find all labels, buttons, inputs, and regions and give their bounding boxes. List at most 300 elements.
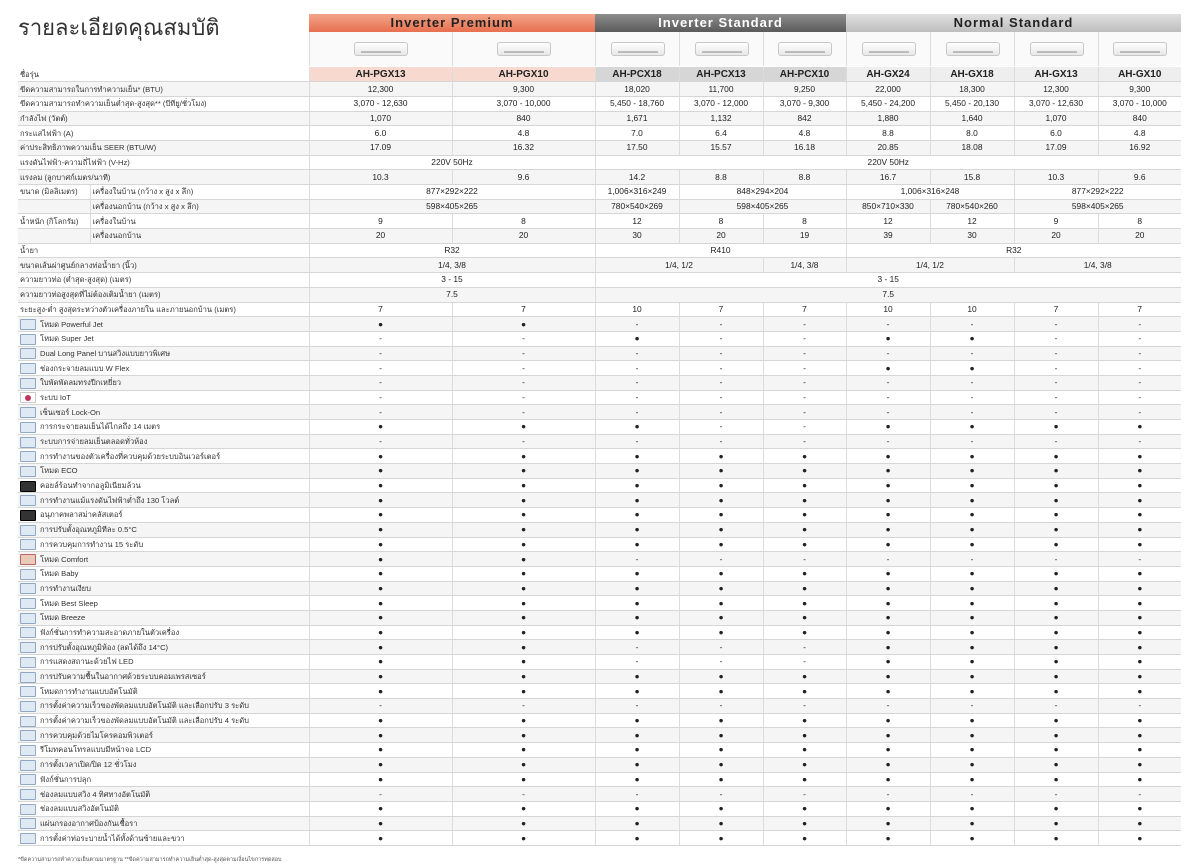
fan-3-speed-icon	[20, 701, 36, 712]
feature-availability: ●	[930, 537, 1014, 552]
feature-availability: -	[679, 375, 763, 390]
feature-row	[18, 610, 1181, 625]
feature-label: การควบคุมด้วยไมโครคอมพิวเตอร์	[40, 730, 153, 740]
feature-availability: -	[1098, 434, 1181, 449]
feature-label-cell	[18, 625, 309, 640]
feature-availability: ●	[930, 610, 1014, 625]
feature-availability: -	[930, 699, 1014, 714]
inverter-icon	[20, 451, 36, 462]
feature-availability: ●	[309, 772, 452, 787]
table-cell: 6.0	[1014, 126, 1098, 141]
table-row	[18, 287, 1181, 302]
feature-availability: ●	[1014, 728, 1098, 743]
row-sublabel: เครื่องนอกบ้าน (กว้าง x สูง x ลึก)	[90, 199, 309, 214]
table-cell: 9,300	[1098, 82, 1181, 97]
feature-availability: -	[679, 405, 763, 420]
fan-4-speed-icon	[20, 716, 36, 727]
feature-availability: ●	[595, 449, 679, 464]
feature-availability: ●	[595, 566, 679, 581]
feature-availability: ●	[595, 772, 679, 787]
feature-availability: ●	[846, 493, 930, 508]
feature-availability: ●	[309, 522, 452, 537]
table-row	[18, 199, 1181, 214]
feature-label-cell	[18, 757, 309, 772]
table-row	[18, 155, 1181, 170]
table-row	[18, 273, 1181, 288]
feature-availability: -	[679, 420, 763, 435]
feature-label: โหมด Super Jet	[40, 334, 94, 344]
feature-availability: ●	[1014, 464, 1098, 479]
table-cell: 1,006×316×249	[595, 185, 679, 200]
air-conditioner-icon	[497, 42, 551, 56]
feature-availability: -	[679, 699, 763, 714]
feature-availability: ●	[679, 743, 763, 758]
feature-availability: -	[595, 346, 679, 361]
feature-availability: ●	[1098, 772, 1181, 787]
feature-label-cell	[18, 522, 309, 537]
table-cell: 1/4, 3/8	[1014, 258, 1181, 273]
feature-row	[18, 640, 1181, 655]
feature-availability: ●	[763, 464, 846, 479]
feature-availability: ●	[846, 772, 930, 787]
feature-label-cell	[18, 669, 309, 684]
table-cell: 1,640	[930, 111, 1014, 126]
row-label: แรงลม (ลูกบาศก์เมตร/นาที)	[18, 170, 309, 185]
feature-availability: ●	[452, 640, 595, 655]
self-clean-icon	[20, 627, 36, 638]
fifteen-level-icon	[20, 539, 36, 550]
table-cell: 10.3	[1014, 170, 1098, 185]
feature-row	[18, 743, 1181, 758]
feature-availability: -	[763, 390, 846, 405]
feature-availability: -	[763, 655, 846, 670]
feature-availability: -	[763, 420, 846, 435]
table-cell: 3 - 15	[595, 273, 1181, 288]
feature-row	[18, 478, 1181, 493]
table-row	[18, 185, 1181, 200]
feature-label: ช่องลมแบบสวิงอัตโนมัติ	[40, 804, 119, 814]
feature-row	[18, 331, 1181, 346]
feature-availability: ●	[595, 331, 679, 346]
feature-availability: ●	[1098, 669, 1181, 684]
feature-availability: -	[452, 787, 595, 802]
table-cell: 220V 50Hz	[309, 155, 595, 170]
feature-availability: ●	[1098, 743, 1181, 758]
feature-availability: ●	[846, 743, 930, 758]
feature-availability: ●	[309, 566, 452, 581]
table-cell: 11,700	[679, 82, 763, 97]
feature-availability: ●	[930, 596, 1014, 611]
feature-availability: -	[846, 699, 930, 714]
table-cell: 15.57	[679, 140, 763, 155]
feature-availability: ●	[846, 449, 930, 464]
table-cell: 8	[679, 214, 763, 229]
feature-availability: ●	[930, 684, 1014, 699]
feature-availability: -	[309, 375, 452, 390]
feature-label: การปรับตั้งอุณหภูมิทีละ 0.5°C	[40, 525, 137, 535]
feature-label-cell	[18, 434, 309, 449]
feature-availability: ●	[452, 552, 595, 567]
model-name: AH-PGX13	[309, 67, 452, 82]
feature-availability: -	[930, 405, 1014, 420]
comfort-icon	[20, 554, 36, 565]
table-cell: 7	[1098, 302, 1181, 317]
table-cell: 842	[763, 111, 846, 126]
model-name: AH-PCX10	[763, 67, 846, 82]
feature-availability: -	[1014, 552, 1098, 567]
feature-availability: ●	[679, 728, 763, 743]
feature-availability: ●	[595, 610, 679, 625]
feature-availability: ●	[763, 537, 846, 552]
feature-availability: ●	[930, 713, 1014, 728]
product-image	[309, 32, 452, 66]
table-cell: 4.8	[452, 126, 595, 141]
table-cell: 780×540×269	[595, 199, 679, 214]
row-sublabel: เครื่องในบ้าน (กว้าง x สูง x ลึก)	[90, 185, 309, 200]
feature-availability: -	[309, 331, 452, 346]
table-cell: 1,070	[309, 111, 452, 126]
feature-availability: -	[309, 405, 452, 420]
model-name: AH-PCX18	[595, 67, 679, 82]
air-conditioner-icon	[778, 42, 832, 56]
feature-availability: ●	[1098, 816, 1181, 831]
product-image	[1098, 32, 1181, 66]
feature-label-cell	[18, 772, 309, 787]
feature-availability: ●	[763, 743, 846, 758]
feature-row	[18, 669, 1181, 684]
feature-availability: ●	[846, 610, 930, 625]
feature-label-cell	[18, 610, 309, 625]
row-label: ความยาวท่อ (ต่ำสุด-สูงสุด) (เมตร)	[18, 273, 309, 288]
micro-computer-icon	[20, 730, 36, 741]
feature-label: โหมด Comfort	[40, 554, 89, 564]
feature-label-cell	[18, 478, 309, 493]
feature-row	[18, 537, 1181, 552]
table-cell: 8	[763, 214, 846, 229]
feature-availability: ●	[595, 743, 679, 758]
plasmacluster-icon	[20, 510, 36, 521]
table-cell: 16.32	[452, 140, 595, 155]
feature-availability: -	[595, 375, 679, 390]
feature-availability: ●	[1098, 610, 1181, 625]
feature-availability: ●	[452, 508, 595, 523]
table-cell: 1,006×316×248	[846, 185, 1014, 200]
air-conditioner-icon	[354, 42, 408, 56]
feature-label-cell	[18, 375, 309, 390]
feature-availability: ●	[763, 772, 846, 787]
table-cell: 3,070 - 9,300	[763, 96, 846, 111]
feature-availability: ●	[452, 713, 595, 728]
feature-availability: -	[679, 331, 763, 346]
table-cell: 840	[452, 111, 595, 126]
feature-availability: ●	[679, 508, 763, 523]
dual-panel-icon	[20, 348, 36, 359]
feature-availability: -	[930, 552, 1014, 567]
group-normal-standard: Normal Standard	[846, 14, 1181, 32]
table-cell: 3,070 - 10,000	[1098, 96, 1181, 111]
feature-availability: ●	[595, 728, 679, 743]
product-image	[846, 32, 930, 66]
feature-availability: -	[846, 375, 930, 390]
feature-availability: ●	[595, 508, 679, 523]
feature-availability: ●	[930, 640, 1014, 655]
table-cell: 18,020	[595, 82, 679, 97]
feature-availability: ●	[1098, 508, 1181, 523]
row-label: กระแสไฟฟ้า (A)	[18, 126, 309, 141]
feature-row	[18, 449, 1181, 464]
table-cell: 1/4, 1/2	[846, 258, 1014, 273]
model-name: AH-GX10	[1098, 67, 1181, 82]
table-cell: 877×292×222	[1014, 185, 1181, 200]
feature-availability: -	[1098, 699, 1181, 714]
feature-availability: -	[1014, 361, 1098, 376]
feature-availability: ●	[1098, 581, 1181, 596]
feature-label-cell	[18, 449, 309, 464]
table-cell: 10	[595, 302, 679, 317]
feature-availability: -	[1098, 390, 1181, 405]
feature-availability: -	[1014, 434, 1098, 449]
table-cell: 7	[452, 302, 595, 317]
feature-availability: ●	[930, 772, 1014, 787]
feature-availability: ●	[679, 625, 763, 640]
feature-availability: -	[763, 405, 846, 420]
air-conditioner-icon	[1113, 42, 1167, 56]
feature-availability: ●	[679, 478, 763, 493]
feature-availability: ●	[595, 464, 679, 479]
feature-availability: -	[1098, 552, 1181, 567]
silent-icon	[20, 583, 36, 594]
product-image	[679, 32, 763, 66]
feature-label-cell	[18, 596, 309, 611]
feature-availability: -	[1098, 405, 1181, 420]
table-cell: 10	[930, 302, 1014, 317]
table-cell: 30	[595, 229, 679, 244]
feature-availability: -	[846, 552, 930, 567]
table-cell: 840	[1098, 111, 1181, 126]
feature-availability: -	[1014, 346, 1098, 361]
feature-availability: ●	[679, 537, 763, 552]
feature-label: ช่องกระจายลมแบบ W Flex	[40, 363, 130, 373]
feature-row	[18, 346, 1181, 361]
feature-availability: ●	[595, 831, 679, 846]
feature-availability: ●	[1014, 640, 1098, 655]
feature-availability: ●	[452, 772, 595, 787]
feature-availability: -	[763, 787, 846, 802]
led-icon	[20, 657, 36, 668]
feature-availability: -	[763, 331, 846, 346]
feature-availability: ●	[930, 361, 1014, 376]
feature-availability: ●	[763, 728, 846, 743]
table-cell: 12,300	[309, 82, 452, 97]
feature-availability: ●	[309, 464, 452, 479]
feature-label: การตั้งเวลาเปิด/ปิด 12 ชั่วโมง	[40, 760, 137, 770]
feature-availability: ●	[679, 816, 763, 831]
feature-availability: ●	[309, 816, 452, 831]
feature-availability: ●	[1014, 596, 1098, 611]
feature-availability: -	[452, 699, 595, 714]
feature-availability: ●	[846, 757, 930, 772]
table-cell: 17.09	[1014, 140, 1098, 155]
table-cell: 3,070 - 12,630	[1014, 96, 1098, 111]
feature-availability: ●	[679, 493, 763, 508]
table-cell: 4.8	[1098, 126, 1181, 141]
feature-availability: ●	[1014, 493, 1098, 508]
feature-availability: ●	[309, 831, 452, 846]
row-label: ขีดความสามารถทำความเย็นต่ำสุด-สูงสุด** (บีทียู/ชั่วโมง)	[18, 96, 309, 111]
feature-row	[18, 772, 1181, 787]
feature-availability: ●	[309, 508, 452, 523]
feature-availability: ●	[930, 801, 1014, 816]
feature-availability: ●	[1098, 801, 1181, 816]
feature-availability: -	[452, 405, 595, 420]
table-cell: 9.6	[1098, 170, 1181, 185]
feature-row	[18, 405, 1181, 420]
feature-availability: ●	[1098, 522, 1181, 537]
table-cell: 15.8	[930, 170, 1014, 185]
feature-availability: ●	[452, 728, 595, 743]
feature-label-cell	[18, 346, 309, 361]
row-label: ค่าประสิทธิภาพความเย็น SEER (BTU/W)	[18, 140, 309, 155]
row-label: ระยะสูง-ต่ำ สูงสุดระหว่างตัวเครื่องภายใน และภายนอกบ้าน (เมตร)	[18, 302, 309, 317]
feature-availability: -	[930, 434, 1014, 449]
feature-availability: ●	[846, 669, 930, 684]
feature-availability: ●	[595, 625, 679, 640]
feature-availability: ●	[452, 522, 595, 537]
table-cell: 780×540×260	[930, 199, 1014, 214]
feature-availability: ●	[1098, 684, 1181, 699]
feature-availability: -	[595, 787, 679, 802]
feature-availability: ●	[846, 464, 930, 479]
feature-availability: -	[679, 361, 763, 376]
feature-availability: -	[1014, 331, 1098, 346]
feature-availability: ●	[309, 610, 452, 625]
table-cell: 20	[1014, 229, 1098, 244]
feature-label-cell	[18, 361, 309, 376]
table-cell: 22,000	[846, 82, 930, 97]
feature-availability: -	[679, 390, 763, 405]
feature-availability: ●	[679, 596, 763, 611]
feature-availability: ●	[930, 420, 1014, 435]
group-inverter-standard: Inverter Standard	[595, 14, 846, 32]
feature-availability: ●	[930, 816, 1014, 831]
feature-availability: -	[1014, 375, 1098, 390]
table-cell: 16.7	[846, 170, 930, 185]
product-image	[1014, 32, 1098, 66]
drain-icon	[20, 833, 36, 844]
feature-availability: -	[1014, 317, 1098, 332]
feature-availability: ●	[846, 713, 930, 728]
feature-row	[18, 434, 1181, 449]
feature-row	[18, 596, 1181, 611]
fan-blade-icon	[20, 378, 36, 389]
table-cell: 1,671	[595, 111, 679, 126]
air-conditioner-icon	[946, 42, 1000, 56]
feature-label-cell	[18, 390, 309, 405]
feature-availability: ●	[1014, 566, 1098, 581]
feature-availability: ●	[679, 581, 763, 596]
feature-availability: ●	[309, 713, 452, 728]
feature-row	[18, 816, 1181, 831]
feature-row	[18, 831, 1181, 846]
feature-availability: ●	[763, 625, 846, 640]
baby-icon	[20, 569, 36, 580]
long-throw-icon	[20, 422, 36, 433]
feature-availability: ●	[846, 537, 930, 552]
dehumidify-icon	[20, 672, 36, 683]
feature-availability: -	[679, 434, 763, 449]
feature-label-cell	[18, 787, 309, 802]
feature-row	[18, 522, 1181, 537]
feature-availability: -	[763, 317, 846, 332]
table-cell: 12	[595, 214, 679, 229]
table-cell: 18,300	[930, 82, 1014, 97]
feature-row	[18, 684, 1181, 699]
feature-availability: ●	[846, 625, 930, 640]
table-cell: 1/4, 1/2	[595, 258, 763, 273]
table-cell: 18.08	[930, 140, 1014, 155]
feature-row	[18, 757, 1181, 772]
feature-availability: ●	[1014, 772, 1098, 787]
feature-availability: ●	[679, 713, 763, 728]
table-cell: 7.0	[595, 126, 679, 141]
feature-availability: ●	[1014, 581, 1098, 596]
table-cell: 10.3	[309, 170, 452, 185]
feature-availability: -	[679, 655, 763, 670]
feature-availability: ●	[930, 493, 1014, 508]
table-cell: R32	[309, 243, 595, 258]
feature-availability: ●	[1014, 831, 1098, 846]
feature-row	[18, 699, 1181, 714]
feature-availability: ●	[763, 566, 846, 581]
feature-availability: ●	[846, 684, 930, 699]
table-cell: 5,450 - 20,130	[930, 96, 1014, 111]
table-cell: 20	[452, 229, 595, 244]
model-name: AH-PCX13	[679, 67, 763, 82]
feature-availability: ●	[679, 464, 763, 479]
spec-table	[18, 67, 1181, 846]
model-row	[18, 67, 1181, 82]
feature-availability: ●	[763, 493, 846, 508]
super-jet-icon	[20, 334, 36, 345]
feature-label: อนุภาคพลาสม่าคลัสเตอร์	[40, 510, 123, 520]
table-cell: 1/4, 3/8	[309, 258, 595, 273]
feature-label-cell	[18, 581, 309, 596]
feature-row	[18, 566, 1181, 581]
feature-label: การทำงานแม้แรงดันไฟฟ้าต่ำถึง 130 โวลต์	[40, 495, 180, 505]
table-row	[18, 111, 1181, 126]
feature-availability: ●	[846, 581, 930, 596]
eco-icon	[20, 466, 36, 477]
feature-availability: ●	[452, 317, 595, 332]
feature-availability: ●	[930, 831, 1014, 846]
feature-availability: ●	[1014, 508, 1098, 523]
table-cell: 848×294×204	[679, 185, 846, 200]
feature-label: การตั้งค่าความเร็วของพัดลมแบบอัตโนมัติ และเลือกปรับ 3 ระดับ	[40, 701, 249, 711]
mold-filter-icon	[20, 818, 36, 829]
w-flex-icon	[20, 363, 36, 374]
feature-availability: -	[595, 552, 679, 567]
feature-availability: -	[595, 640, 679, 655]
feature-label: โหมด Baby	[40, 569, 79, 579]
feature-label: การทำงานของตัวเครื่องที่ควบคุมด้วยระบบอินเวอร์เตอร์	[40, 451, 221, 461]
feature-availability: ●	[452, 596, 595, 611]
feature-availability: -	[452, 361, 595, 376]
feature-availability: ●	[1014, 478, 1098, 493]
feature-availability: ●	[452, 464, 595, 479]
feature-label-cell	[18, 699, 309, 714]
feature-availability: ●	[763, 713, 846, 728]
feature-availability: ●	[1014, 743, 1098, 758]
